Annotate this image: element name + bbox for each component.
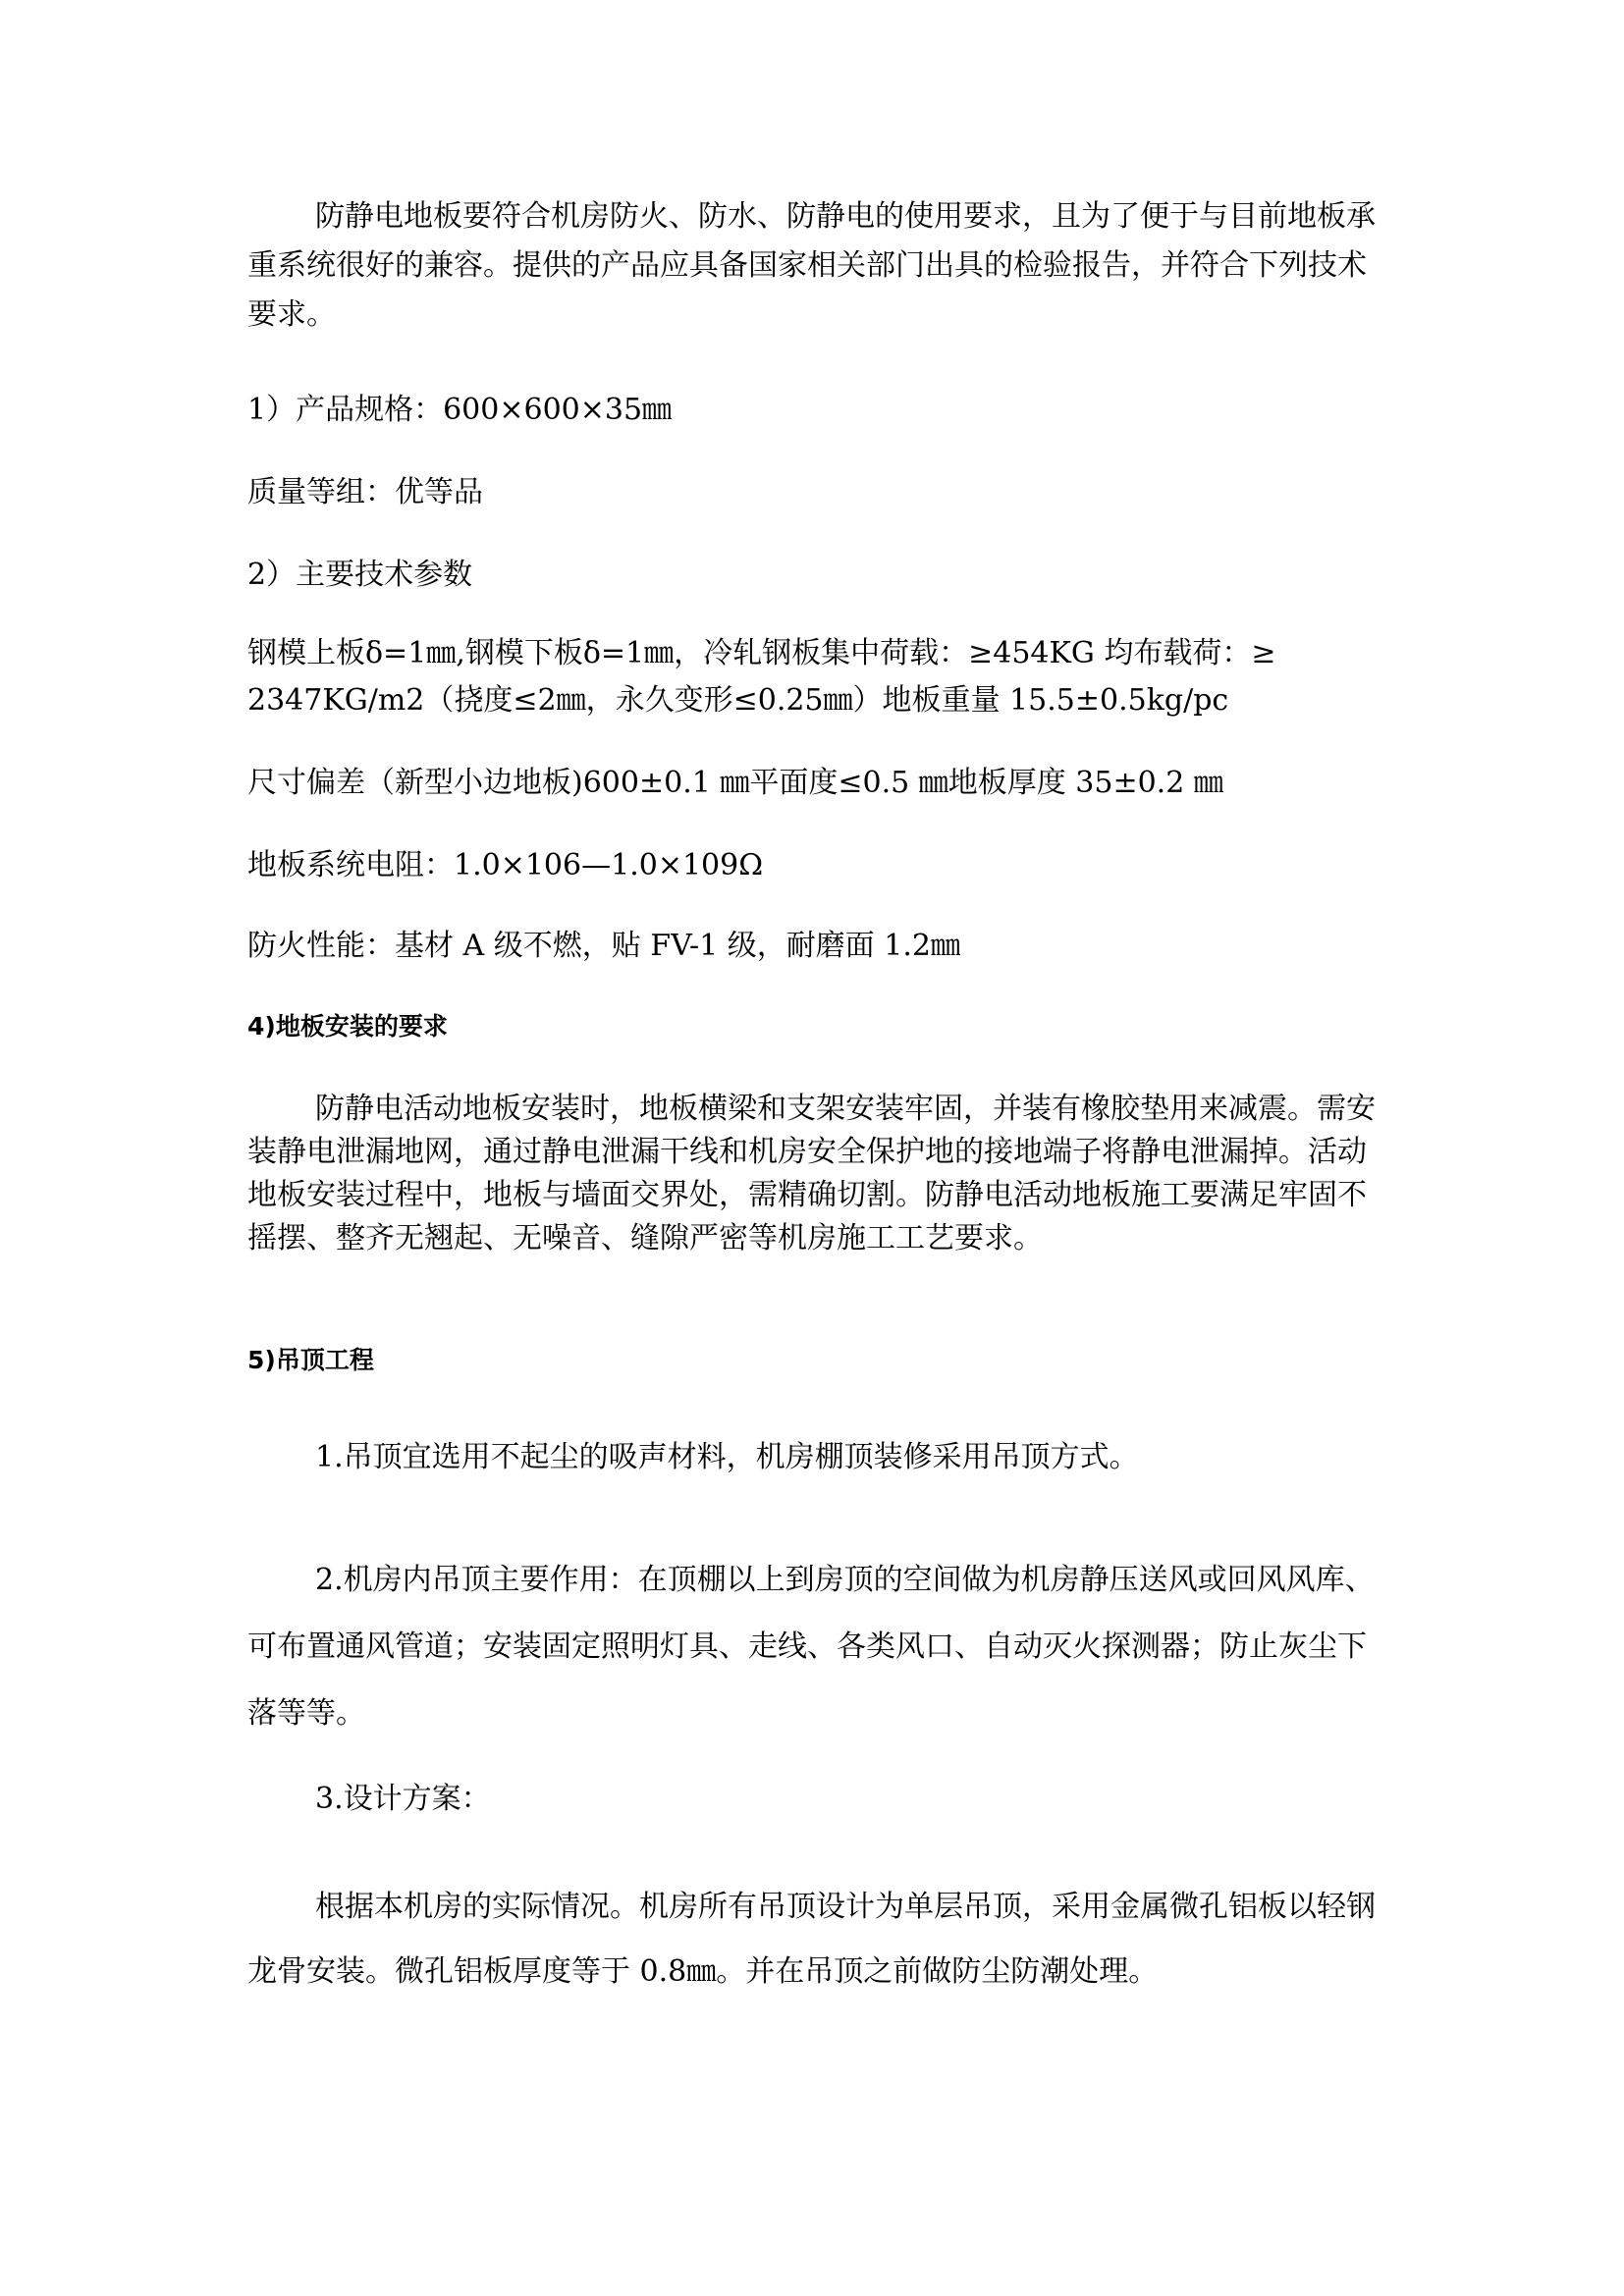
tolerance-line: 尺寸偏差（新型小边地板)600±0.1 ㎜平面度≤0.5 ㎜地板厚度 35±0.2 ㎜: [247, 766, 1223, 800]
params-title-line: 2）主要技术参数: [247, 558, 473, 592]
params-line-1: 钢模上板δ=1㎜,钢模下板δ=1㎜，冷轧钢板集中荷载：≥454KG 均布载荷：≥: [247, 636, 1276, 670]
ceiling-item-3: 3.设计方案：: [315, 1782, 491, 1816]
fire-performance-line: 防火性能：基材 A 级不燃，贴 FV-1 级，耐磨面 1.2㎜: [247, 929, 961, 963]
intro-paragraph: 防静电地板要符合机房防火、防水、防静电的使用要求，且为了便于与目前地板承重系统很好的兼容。提供的产品应具备国家相关部门出具的检验报告，并符合下列技术要求。: [247, 199, 1376, 332]
ceiling-item-1: 1.吊顶宜选用不起尘的吸声材料，机房棚顶装修采用吊顶方式。: [315, 1440, 1139, 1474]
install-paragraph: 防静电活动地板安装时，地板横梁和支架安装牢固，并装有橡胶垫用来减震。需安装静电泄漏地网，通过静电泄漏干线和机房安全保护地的接地端子将静电泄漏掉。活动地板安装过程中，地板与墙面交界处，需精确切割。防静电活动地板施工要满足牢固不摇摆、整齐无翘起、无噪音、缝隙严密等机房施工工艺要求。: [247, 1092, 1376, 1255]
product-spec-line: 1）产品规格：600×600×35㎜: [247, 393, 673, 427]
ceiling-heading: 5)吊顶工程: [247, 1346, 374, 1374]
quality-grade-line: 质量等组：优等品: [247, 475, 483, 509]
ceiling-item-2: 2.机房内吊顶主要作用：在顶棚以上到房顶的空间做为机房静压送风或回风风库、可布置通风管道；安装固定照明灯具、走线、各类风口、自动灭火探测器；防止灰尘下落等等。: [247, 1563, 1375, 1731]
ceiling-plan-paragraph: 根据本机房的实际情况。机房所有吊顶设计为单层吊顶，采用金属微孔铝板以轻钢龙骨安装。微孔铝板厚度等于 0.8㎜。并在吊顶之前做防尘防潮处理。: [247, 1890, 1376, 1989]
install-heading: 4)地板安装的要求: [247, 1012, 448, 1041]
params-line-2: 2347KG/m2（挠度≤2㎜，永久变形≤0.25㎜）地板重量 15.5±0.5kg/pc: [247, 683, 1229, 718]
resistance-line: 地板系统电阻：1.0×106—1.0×109Ω: [247, 848, 764, 882]
